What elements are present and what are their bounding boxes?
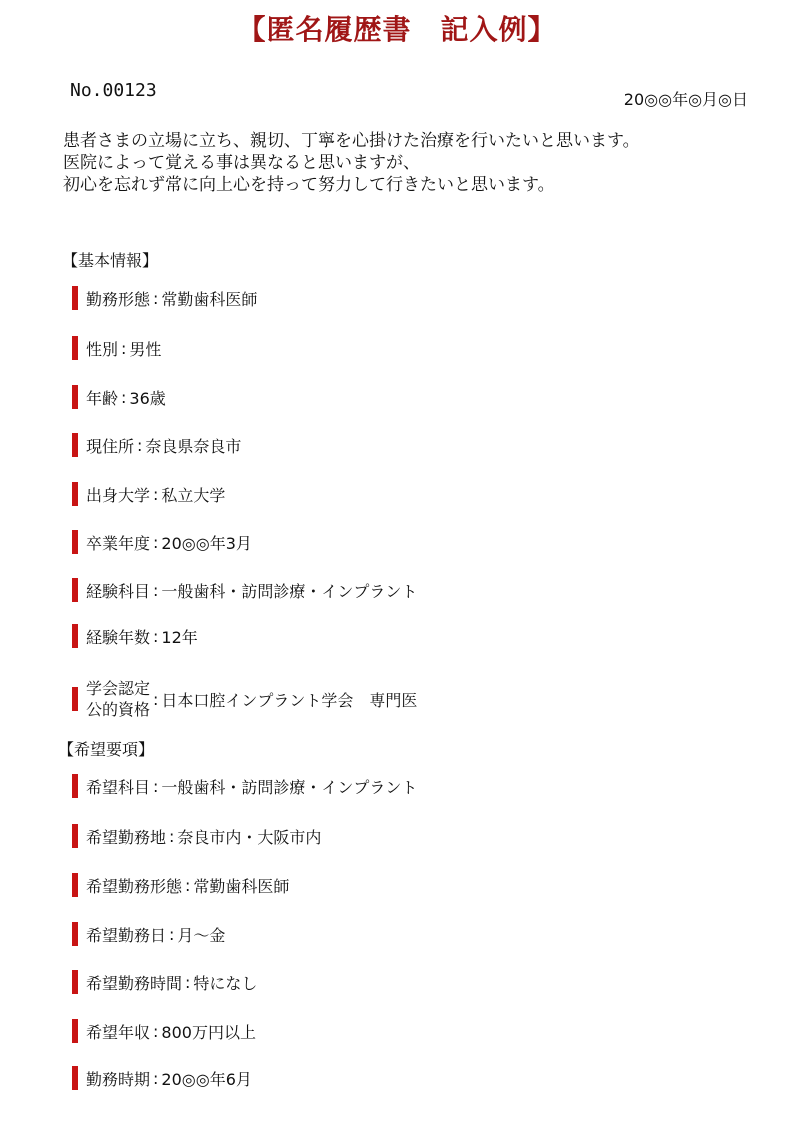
- field-gender: [72, 336, 161, 360]
- field-label: 経験年数: [86, 627, 151, 647]
- field-separator: :: [169, 924, 175, 944]
- field-label: 経験科目: [86, 581, 151, 601]
- field-label: 希望科目: [86, 777, 151, 797]
- accent-bar: [72, 336, 78, 360]
- field-value: 特になし: [193, 973, 258, 993]
- field-label: 希望年収: [86, 1022, 151, 1042]
- field-label: 年齢: [86, 388, 119, 408]
- document-number: No.00123: [70, 80, 157, 101]
- field-label: [86, 678, 150, 720]
- wishes-heading: 【希望要項】: [58, 740, 155, 759]
- field-separator: :: [137, 435, 143, 455]
- field-label: 勤務時期: [86, 1069, 151, 1089]
- field-value: 月～金: [177, 925, 226, 945]
- field-value: 常勤歯科医師: [161, 289, 258, 309]
- document-title: 【匿名履歴書 記入例】: [237, 13, 557, 46]
- field-label-line: 公的資格: [86, 700, 151, 719]
- accent-bar: [72, 1019, 78, 1043]
- field-value: 12年: [161, 627, 198, 647]
- field-desired-subjects: [72, 774, 417, 798]
- field-value: 日本口腔インプラント学会 専門医: [161, 690, 418, 710]
- field-value: 私立大学: [161, 485, 226, 505]
- field-label: 出身大学: [86, 485, 151, 505]
- field-separator: :: [169, 826, 175, 846]
- field-separator: :: [153, 689, 159, 709]
- field-age: [72, 385, 166, 409]
- field-separator: :: [185, 972, 191, 992]
- field-address: [72, 433, 241, 457]
- field-graduation: [72, 530, 252, 554]
- accent-bar: [72, 286, 78, 310]
- field-label: 卒業年度: [86, 533, 151, 553]
- field-separator: :: [153, 626, 159, 646]
- accent-bar: [72, 578, 78, 602]
- field-desired-days: [72, 922, 225, 946]
- accent-bar: [72, 824, 78, 848]
- field-value: 奈良市内・大阪市内: [177, 827, 322, 847]
- accent-bar: [72, 385, 78, 409]
- field-separator: :: [185, 875, 191, 895]
- self-pr-line: 初心を忘れず常に向上心を持って努力して行きたいと思います。: [63, 175, 555, 195]
- field-experience-subjects: [72, 578, 417, 602]
- field-value: 36歳: [129, 388, 166, 408]
- self-pr-text: [63, 130, 640, 196]
- document-date: 20◎◎年◎月◎日: [623, 90, 748, 109]
- field-value: 20◎◎年6月: [161, 1069, 252, 1089]
- basic-info-heading: 【基本情報】: [62, 251, 159, 270]
- accent-bar: [72, 687, 78, 711]
- accent-bar: [72, 873, 78, 897]
- accent-bar: [72, 970, 78, 994]
- field-value: 20◎◎年3月: [161, 533, 252, 553]
- field-label: 希望勤務時間: [86, 973, 183, 993]
- field-separator: :: [121, 387, 127, 407]
- field-separator: :: [121, 338, 127, 358]
- field-label: 希望勤務地: [86, 827, 167, 847]
- field-label: 希望勤務日: [86, 925, 167, 945]
- self-pr-line: 医院によって覚える事は異なると思いますが、: [63, 153, 420, 173]
- accent-bar: [72, 433, 78, 457]
- field-separator: :: [153, 776, 159, 796]
- accent-bar: [72, 922, 78, 946]
- field-university: [72, 482, 225, 506]
- field-label-line: 学会認定: [86, 679, 151, 698]
- field-separator: :: [153, 288, 159, 308]
- field-value: 800万円以上: [161, 1022, 256, 1042]
- self-pr-line: 患者さまの立場に立ち、親切、丁寧を心掛けた治療を行いたいと思います。: [63, 131, 640, 151]
- field-employment-type: [72, 286, 257, 310]
- field-separator: :: [153, 484, 159, 504]
- field-desired-salary: [72, 1019, 256, 1043]
- field-value: 常勤歯科医師: [193, 876, 290, 896]
- field-value: 一般歯科・訪問診療・インプラント: [161, 581, 418, 601]
- field-separator: :: [153, 532, 159, 552]
- accent-bar: [72, 624, 78, 648]
- field-label: 現住所: [86, 436, 135, 456]
- field-separator: :: [153, 1021, 159, 1041]
- accent-bar: [72, 1066, 78, 1090]
- field-value: 男性: [129, 339, 162, 359]
- field-value: 一般歯科・訪問診療・インプラント: [161, 777, 418, 797]
- accent-bar: [72, 482, 78, 506]
- field-separator: :: [153, 580, 159, 600]
- accent-bar: [72, 530, 78, 554]
- field-label: 勤務形態: [86, 289, 151, 309]
- field-desired-work-type: [72, 873, 289, 897]
- field-experience-years: [72, 624, 198, 648]
- field-desired-hours: [72, 970, 257, 994]
- field-certification: [72, 677, 417, 721]
- field-value: 奈良県奈良市: [145, 436, 242, 456]
- field-separator: :: [153, 1068, 159, 1088]
- field-desired-location: [72, 824, 321, 848]
- field-start-date: [72, 1066, 252, 1090]
- accent-bar: [72, 774, 78, 798]
- field-label: 性別: [86, 339, 119, 359]
- field-label: 希望勤務形態: [86, 876, 183, 896]
